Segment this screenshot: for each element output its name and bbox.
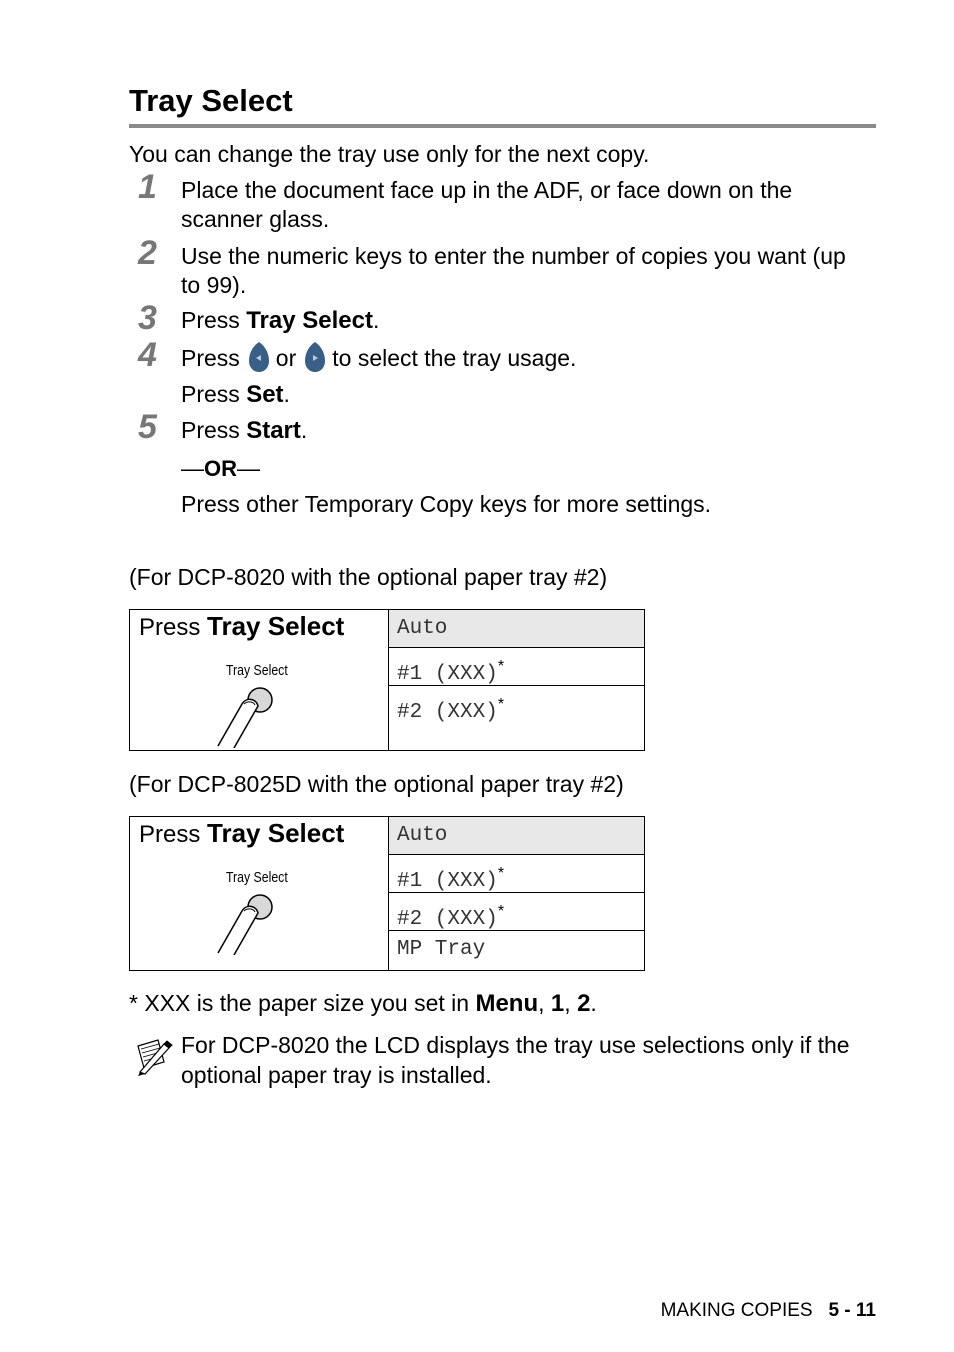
left-arrow-key-icon <box>248 341 270 373</box>
menu1-table <box>129 609 645 751</box>
step-number-4: 4 <box>138 336 157 374</box>
step-1-text: Place the document face up in the ADF, or face down on the scanner glass. <box>181 177 793 232</box>
note-pencil-icon <box>134 1036 174 1076</box>
note-text: For DCP-8020 the LCD displays the tray use selections only if the optional paper tray is installed. <box>181 1032 850 1088</box>
step-number-2: 2 <box>138 234 157 272</box>
intro-text: You can change the tray use only for the next copy. <box>129 141 650 167</box>
menu1-key-caption: Tray Select <box>226 662 288 679</box>
right-arrow-key-icon <box>304 341 326 373</box>
step-4-text: Press or to select the tray usage. <box>181 344 871 376</box>
footnote: * XXX is the paper size you set in Menu, 1, 2. <box>129 990 597 1017</box>
tray-select-key-label: Tray Select <box>246 307 373 334</box>
title-rule <box>129 124 876 128</box>
footer-section: MAKING COPIES <box>660 1300 813 1321</box>
step-number-5: 5 <box>138 408 157 446</box>
menu2-key-caption: Tray Select <box>226 869 288 886</box>
alternative-text: Press other Temporary Copy keys for more settings. <box>181 491 712 517</box>
menu1-press-label: Press Tray Select <box>139 611 345 641</box>
step-3-text: Press Tray Select. <box>181 307 380 334</box>
page-footer <box>661 1300 876 1322</box>
menu1-lcd-options <box>389 610 644 750</box>
menu2-press-label: Press Tray Select <box>139 818 345 848</box>
menu1-caption: (For DCP-8020 with the optional paper tray #2) <box>129 564 608 590</box>
page-title: Tray Select <box>129 83 293 118</box>
menu2-key-panel <box>130 817 389 970</box>
lcd-option-auto: Auto <box>389 610 644 648</box>
menu2-table <box>129 816 645 971</box>
menu1-key-panel <box>130 610 389 750</box>
footer-page-number: 5 - 11 <box>828 1300 876 1321</box>
finger-press-icon <box>216 684 288 748</box>
menu2-caption: (For DCP-8025D with the optional paper tray #2) <box>129 771 624 797</box>
step-4-text-line2: Press Set. <box>181 381 290 408</box>
step-number-1: 1 <box>138 168 157 206</box>
set-key-label: Set <box>246 381 284 408</box>
finger-press-icon <box>216 891 288 955</box>
lcd-option-tray1: #1 (XXX)* <box>389 855 644 893</box>
step-2-text: Use the numeric keys to enter the number of copies you want (up to 99). <box>181 243 846 298</box>
lcd-option-auto: Auto <box>389 817 644 855</box>
step-5-text: Press Start. <box>181 417 308 444</box>
start-key-label: Start <box>246 417 301 444</box>
or-separator: —OR— <box>181 455 260 481</box>
lcd-option-mp-tray: MP Tray <box>397 938 486 961</box>
step-number-3: 3 <box>138 299 157 337</box>
lcd-option-tray2: #2 (XXX)* <box>389 893 644 931</box>
menu2-lcd-options <box>389 817 644 970</box>
lcd-option-tray2: #2 (XXX)* <box>397 696 505 724</box>
lcd-option-tray1: #1 (XXX)* <box>389 648 644 686</box>
